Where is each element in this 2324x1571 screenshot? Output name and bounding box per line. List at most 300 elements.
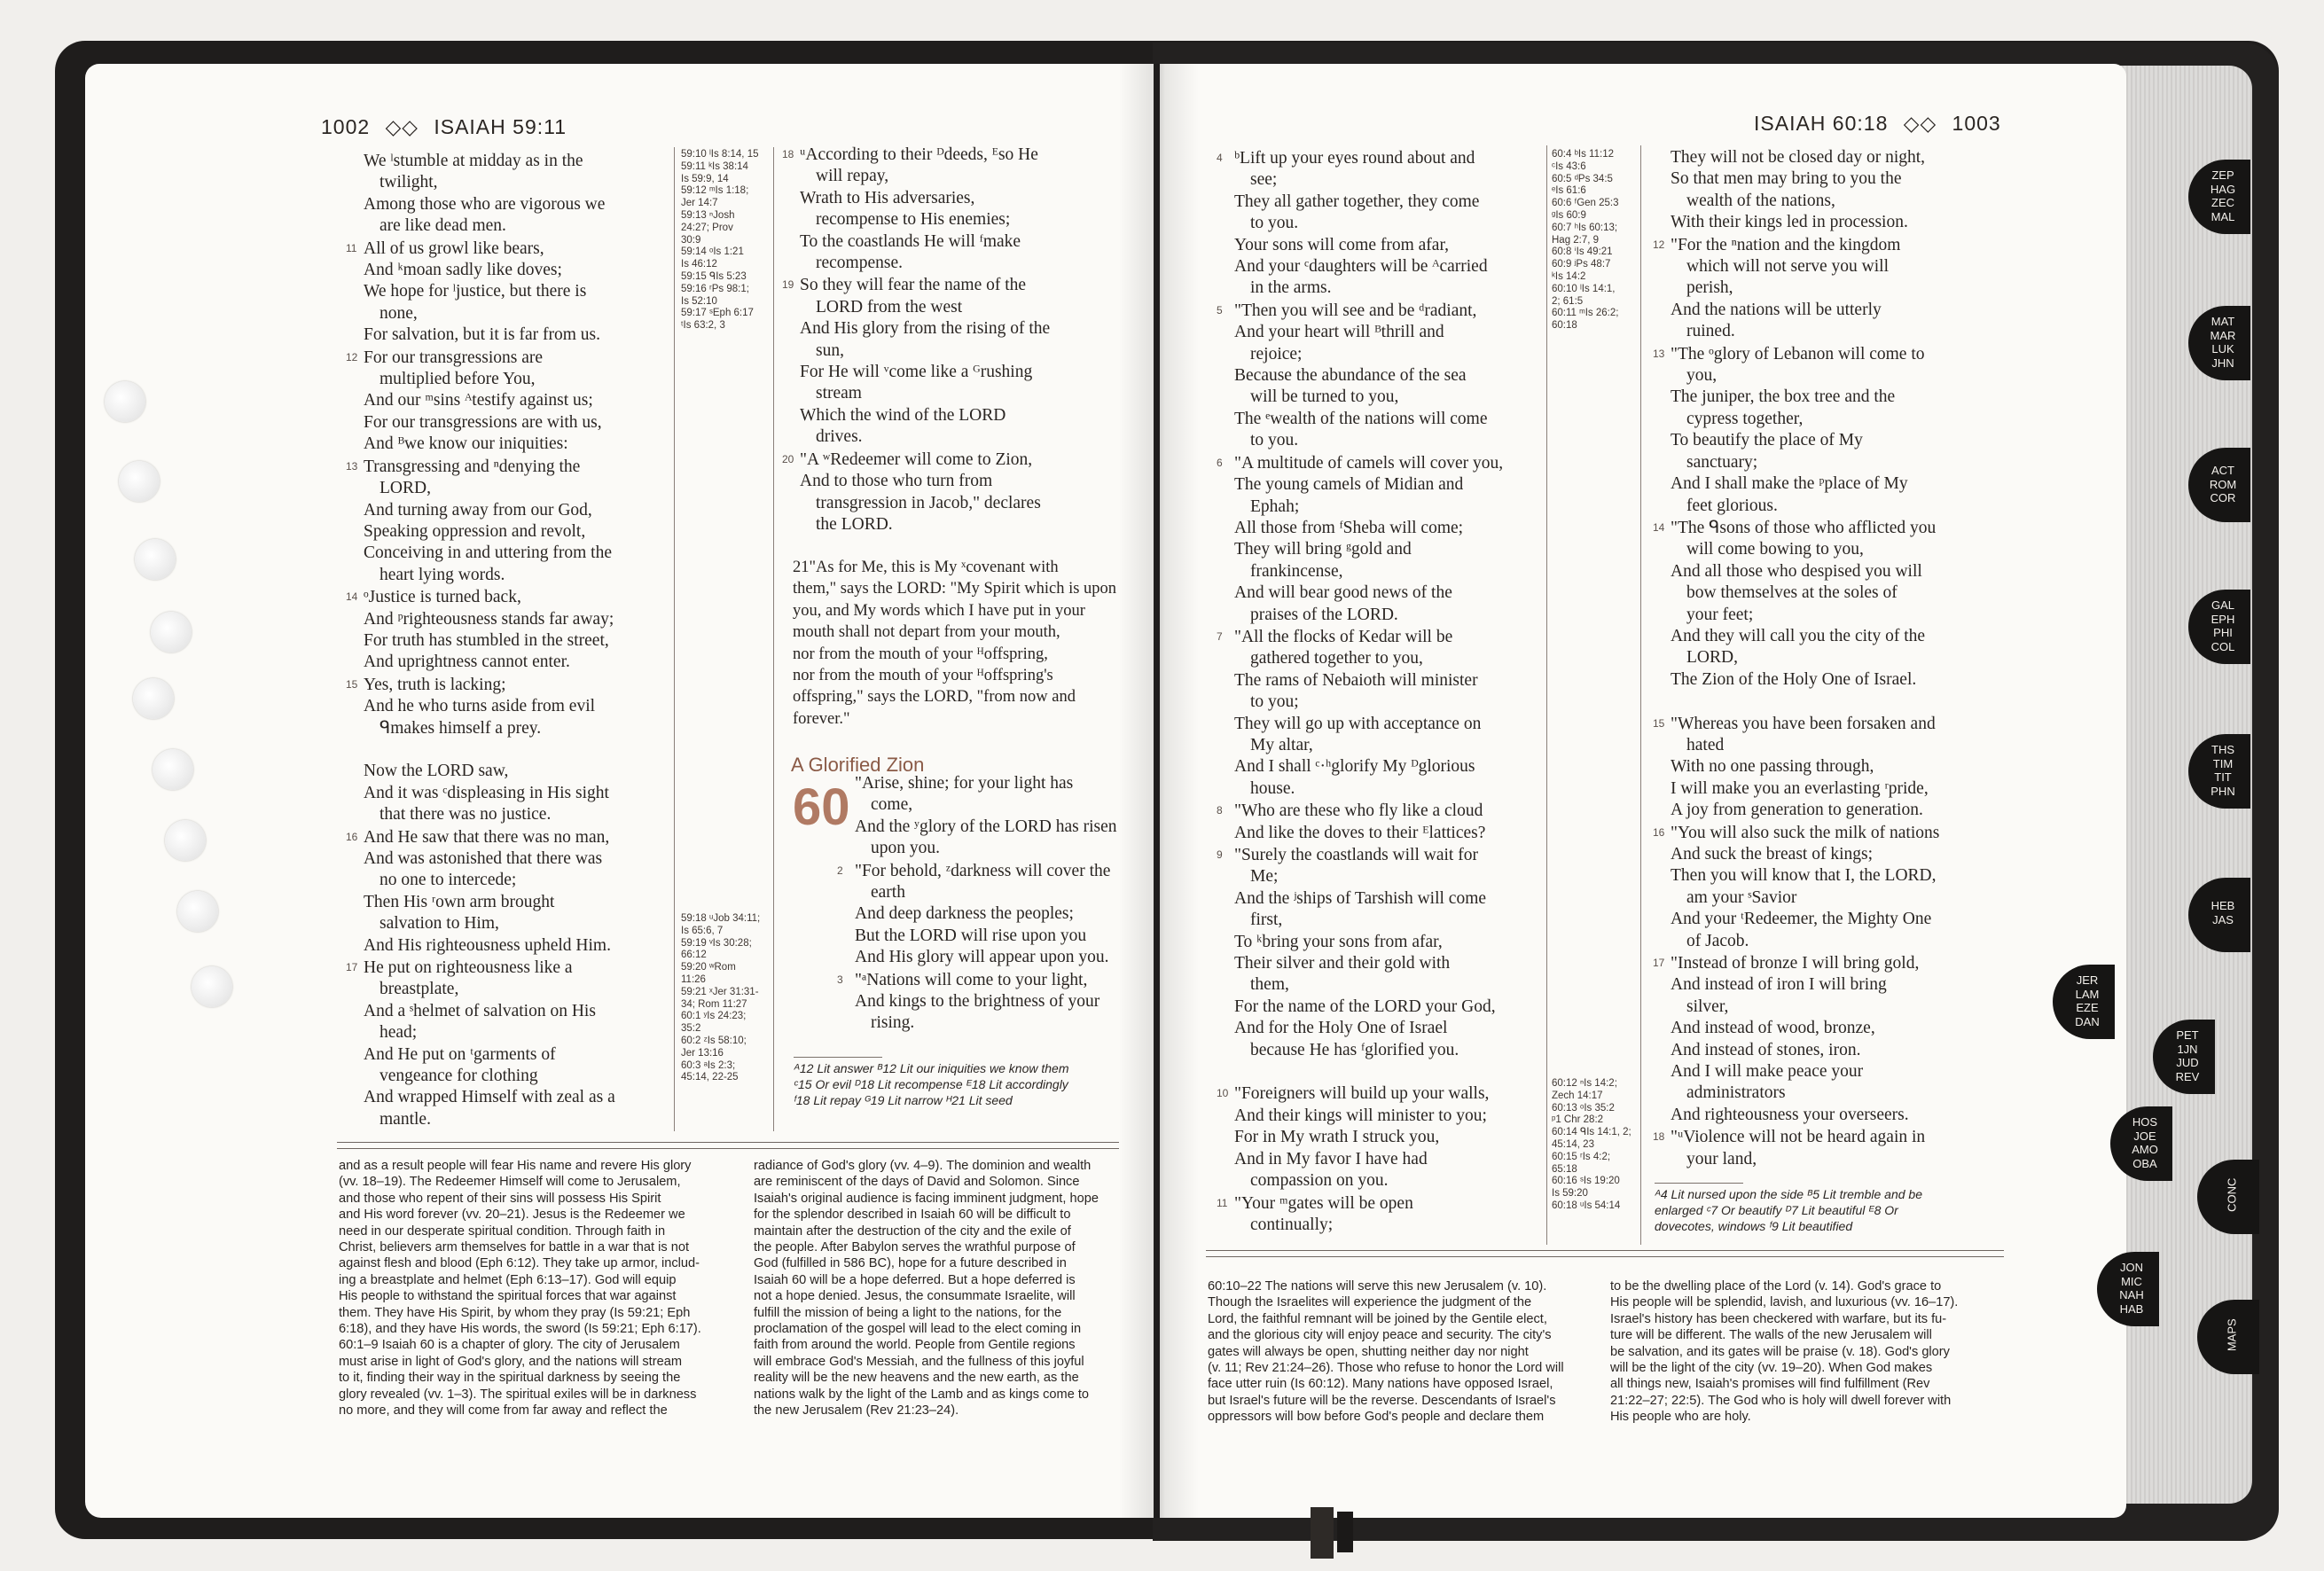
verse-text: recompense to His enemies;: [816, 210, 1011, 230]
verse-line: [346, 652, 615, 673]
verse-text: And they will call you the city of the: [1671, 626, 1926, 645]
verse-text: And in My favor I have had: [1234, 1149, 1428, 1168]
thumb-tab-mat[interactable]: [2188, 306, 2250, 380]
verse-line: [1653, 778, 1939, 800]
verse-number: 9: [1217, 848, 1223, 861]
study-note-line: proclamation of the gospel will lead to the elect coming in: [754, 1322, 1082, 1337]
study-note-line: Lord, the faithful remnant will be joined by the Gentile elect,: [1208, 1311, 1547, 1326]
verse-text: And He saw that there was no man,: [364, 827, 610, 847]
verse-line: [346, 826, 615, 848]
thumb-tab-label: ZEP: [2211, 168, 2234, 182]
verse-text: "ᵘViolence will not be heard again in: [1671, 1128, 1926, 1147]
thumb-cutout: [177, 891, 218, 932]
verse-text: The juniper, the box tree and the: [1671, 387, 1896, 407]
verse-line: [1217, 910, 1503, 931]
verse-number: 17: [1653, 957, 1665, 970]
verse-number: 4: [1217, 152, 1223, 164]
verse-line: [1217, 888, 1503, 910]
footnote-rule: [794, 1057, 882, 1058]
cross-reference: 59:21 ˣJer 31:31-: [681, 986, 759, 997]
verse-text: The rams of Nebaioth will minister: [1234, 670, 1478, 690]
verse-line: [1653, 1126, 1939, 1148]
cross-reference: 60:11 ᵐIs 26:2;: [1552, 308, 1619, 319]
verse-line: [346, 478, 615, 499]
column-rule: [773, 147, 774, 1131]
ribbon-marker-2[interactable]: [1337, 1512, 1353, 1552]
verse-text: All of us growl like bears,: [364, 238, 544, 258]
study-note-line: glory revealed (vv. 1–3). The spiritual exiles will be in darkness: [339, 1387, 697, 1402]
study-note-line: and as a result people will fear His name and revere His glory: [339, 1159, 692, 1173]
study-note-line: His people who are holy.: [1610, 1410, 1751, 1425]
thumb-tab-label: HAG: [2210, 182, 2236, 196]
cross-reference: 59:20 ʷRom: [681, 962, 736, 973]
verse-line: [346, 347, 615, 369]
verse-line: [1653, 168, 1939, 190]
verse-line: [1217, 714, 1503, 735]
verse-text: administrators: [1686, 1083, 1786, 1103]
verse-line: [1217, 800, 1503, 822]
verse-text: will be turned to you,: [1250, 387, 1399, 407]
study-note-line: Isaiah's original audience is facing imminent judgment, hope: [754, 1191, 1099, 1206]
verse-text: ᵇLift up your eyes round about and: [1234, 149, 1475, 168]
verse-line: [1653, 1018, 1939, 1039]
verse-text: And I shall make the ᵖplace of My: [1671, 474, 1908, 494]
study-note-line: reality will be the new heavens and the new earth, as the: [754, 1371, 1079, 1386]
verse-text: To beautify the place of My: [1671, 431, 1863, 450]
cross-reference: 60:10 ˡIs 14:1,: [1552, 283, 1616, 294]
verse-text: So they will fear the name of the: [800, 276, 1027, 295]
cross-reference: 60:13 ᵒIs 35:2: [1552, 1102, 1615, 1114]
verse-line: [1653, 1083, 1939, 1104]
verse-number: 18: [782, 148, 794, 160]
verse-text: "Then you will see and be ᵈradiant,: [1234, 301, 1477, 320]
verse-line: [1217, 496, 1503, 518]
study-note-line: against flesh and blood (Eph 6:12). They take up armor, includ-: [339, 1256, 700, 1271]
verse-line: [782, 209, 1050, 231]
verse-line: [346, 260, 615, 281]
verse-line: [1217, 169, 1503, 191]
cross-reference: 59:19 ᵛIs 30:28;: [681, 937, 752, 949]
verse-line: [1653, 822, 1939, 844]
verse-text: And was astonished that there was: [364, 849, 603, 868]
verse-text: And suck the breast of kings;: [1671, 845, 1874, 864]
study-note-line: need in our desperate spiritual condition. Through faith in: [339, 1223, 666, 1239]
cross-reference: 60:15 ʳIs 4:2;: [1552, 1151, 1611, 1162]
verse-line: [346, 215, 615, 237]
left-page-header: [321, 115, 567, 139]
verse-line: [346, 456, 615, 478]
verse-line: [346, 718, 615, 739]
study-note-line: Isaiah 60 will be a hope deferred. But a hope deferred is: [754, 1272, 1076, 1287]
thumb-tab-label: MAT: [2211, 315, 2235, 328]
verse-text: [1234, 1062, 1239, 1081]
scripture-column-2: [782, 144, 1050, 535]
verse-number: 18: [1653, 1130, 1665, 1144]
thumb-tab-zep[interactable]: [2188, 160, 2250, 234]
verse-text: And instead of iron I will bring: [1671, 975, 1887, 995]
verse-text: which will not serve you will: [1686, 257, 1890, 277]
verse-text: compassion on you.: [1250, 1171, 1389, 1191]
thumb-tab-label: JER: [2076, 973, 2099, 987]
verse-text: the LORD.: [816, 514, 893, 534]
verse-line: [837, 1012, 1117, 1034]
study-note-line: maintain after the destruction of the city and the exile of: [754, 1223, 1071, 1239]
chapter-60-text: [837, 773, 1117, 1035]
verse-text: "All the flocks of Kedar will be: [1234, 627, 1453, 646]
verse-line: [1653, 1149, 1939, 1170]
verse-line: [1217, 1149, 1503, 1170]
verse-line: [346, 390, 615, 411]
verse-text: feet glorious.: [1686, 496, 1778, 515]
thumb-cutout: [119, 461, 160, 502]
verse-line: [1653, 343, 1939, 365]
verse-line: [1653, 517, 1939, 539]
study-note-line: for the splendor described in Isaiah 60 will be difficult to: [754, 1208, 1071, 1223]
verse-line: [1217, 409, 1503, 430]
verse-text: Then His ʳown arm brought: [364, 892, 555, 911]
cross-reference: 60:14 ᑫIs 14:1, 2;: [1552, 1127, 1631, 1138]
verse-text: perish,: [1686, 278, 1733, 298]
verse-text: Yes, truth is lacking;: [364, 675, 506, 694]
verse-line: [837, 903, 1117, 925]
cross-reference: 60:9 ʲPs 48:7: [1552, 259, 1611, 270]
verse-text: They will not be closed day or night,: [1671, 148, 1926, 167]
cross-reference: 60:1 ʸIs 24:23;: [681, 1011, 747, 1022]
verse-line: [837, 817, 1117, 838]
verse-text: And His glory will appear upon you.: [855, 948, 1109, 967]
verse-line: [1653, 1040, 1939, 1061]
cross-reference: ᵖ1 Chr 28:2: [1552, 1114, 1604, 1126]
verse-line: [1653, 647, 1939, 668]
verse-line: [346, 500, 615, 521]
thumb-cutout: [133, 678, 174, 719]
verse-text: breastplate,: [380, 980, 459, 999]
header-separator: ◇◇: [1903, 112, 1937, 135]
verse-line: forever.": [793, 709, 850, 728]
study-note-line: Christ, believers arm themselves for battle in a war that is not: [339, 1240, 690, 1255]
verse-text: To the coastlands He will ᶠmake: [800, 231, 1021, 251]
cross-reference: ᶜIs 43:6: [1552, 160, 1586, 172]
verse-line: [1217, 735, 1503, 756]
verse-text: And uprightness cannot enter.: [364, 653, 570, 672]
thumb-tab-jer[interactable]: [2053, 965, 2115, 1039]
thumb-tab-label: PHI: [2213, 626, 2233, 639]
study-note-line: God (fulfilled in 586 BC), hope for a future described in: [754, 1256, 1067, 1271]
verse-text: Among those who are vigorous we: [364, 194, 606, 214]
verse-text: For truth has stumbled in the street,: [364, 630, 609, 650]
verse-text: ᵘAccording to their ᴰdeeds, ᴱso He: [800, 145, 1038, 164]
verse-line: [346, 739, 615, 761]
verse-line: [346, 543, 615, 564]
verse-line: [1653, 605, 1939, 626]
cross-reference: 60:3 ᵃIs 2:3;: [681, 1059, 736, 1071]
verse-text: Speaking oppression and revolt,: [364, 521, 586, 541]
study-note-line: must arise in light of God's glory, and the nations will stream: [339, 1354, 682, 1369]
verse-line: [1653, 909, 1939, 930]
verse-number: 12: [346, 350, 358, 363]
thumb-tab-label: EZE: [2076, 1001, 2099, 1014]
verse-line: [1217, 1040, 1503, 1061]
verse-text: The Zion of the Holy One of Israel.: [1671, 669, 1917, 689]
verse-line: [1217, 1061, 1503, 1083]
verse-line: [346, 434, 615, 455]
study-note-line: Though the Israelites will experience the judgment of the: [1208, 1295, 1532, 1310]
cross-reference: 11:26: [681, 973, 706, 985]
verse-text: For our transgressions are: [364, 348, 543, 367]
verse-line: [1653, 277, 1939, 299]
thumb-tab-label: EPH: [2211, 612, 2235, 626]
cross-reference: 60:18 ᵘIs 54:14: [1552, 1200, 1621, 1211]
study-note-line: 21:22–27; 22:5). The God who is holy will dwell forever with: [1610, 1393, 1952, 1408]
verse-text: your land,: [1686, 1149, 1757, 1168]
cross-reference: 59:14 ᵒIs 1:21: [681, 246, 744, 258]
verse-text: And ᵏmoan sadly like doves;: [364, 261, 562, 280]
verse-text: LORD,: [1686, 648, 1738, 668]
study-note-line: and His word forever (vv. 20–21). Jesus is the Redeemer we: [339, 1208, 685, 1223]
verse-number: 15: [346, 677, 358, 691]
verse-line: [1217, 539, 1503, 560]
verse-line: [1653, 887, 1939, 909]
verse-text: And instead of stones, iron.: [1671, 1040, 1861, 1059]
verse-text: And will bear good news of the: [1234, 583, 1452, 603]
verse-number: 15: [1653, 716, 1665, 730]
verse-line: [1217, 626, 1503, 648]
verse-line: them," says the LORD: "My Spirit which is upon: [793, 580, 1117, 598]
cross-reference: 60:18: [1552, 320, 1577, 332]
study-note-line: will be the light of the city (vv. 19–20). When God makes: [1610, 1361, 1933, 1376]
cross-reference: Jer 14:7: [681, 198, 718, 209]
verse-line: [1217, 322, 1503, 343]
study-note-line: the new Jerusalem (Rev 21:23–24).: [754, 1403, 959, 1419]
verse-text: And your heart will ᴮthrill and: [1234, 323, 1444, 342]
study-note-line: will embrace God's Messiah, and the fullness of this joyful: [754, 1354, 1084, 1369]
study-note-line: and those who repent of their sins will possess His Spirit: [339, 1191, 661, 1206]
cross-reference: ᵍIs 60:9: [1552, 209, 1586, 221]
study-note-line: ing a breastplate and helmet (Eph 6:13–17). God will equip: [339, 1272, 677, 1287]
cross-reference: 2; 61:5: [1552, 295, 1584, 307]
verse-text: And your ᶜdaughters will be ᴬcarried: [1234, 257, 1488, 277]
cross-reference: Is 52:10: [681, 295, 717, 307]
verse-line: [1653, 409, 1939, 430]
verse-text: see;: [1250, 170, 1278, 190]
verse-line: [1653, 147, 1939, 168]
verse-text: recompense.: [816, 254, 903, 273]
verse-line: [1653, 473, 1939, 495]
verse-line: [782, 274, 1050, 296]
verse-text: Wrath to His adversaries,: [800, 188, 975, 207]
verse-text: drives.: [816, 427, 863, 447]
verse-line: [346, 870, 615, 891]
verse-line: [1217, 430, 1503, 451]
thumb-tab-jon[interactable]: [2097, 1252, 2159, 1326]
verse-line: [1653, 539, 1939, 560]
verse-text: "Whereas you have been forsaken and: [1671, 714, 1936, 733]
cross-reference: Is 65:6, 7: [681, 925, 724, 936]
verse-line: nor from the mouth of your ᴴoffspring,: [793, 645, 1048, 663]
cross-reference: Is 46:12: [681, 259, 717, 270]
verse-text: The young camels of Midian and: [1234, 475, 1464, 495]
verse-text: come,: [871, 795, 913, 815]
verse-line: [1217, 844, 1503, 866]
verse-text: LORD,: [380, 479, 431, 498]
verse-text: twilight,: [380, 173, 438, 192]
verse-line: [782, 297, 1050, 318]
verse-line: [1217, 365, 1503, 387]
thumb-tab-pet[interactable]: [2153, 1020, 2215, 1094]
thumb-tab-label: LAM: [2075, 987, 2100, 1001]
thumb-tab-label: CONC: [2225, 1177, 2239, 1212]
cross-reference: 60:5 ᵈPs 34:5: [1552, 173, 1613, 184]
verse-number: 3: [837, 973, 843, 986]
verse-line: [346, 369, 615, 390]
verse-text: sanctuary;: [1686, 452, 1758, 472]
cross-reference: 34; Rom 11:27: [681, 998, 747, 1010]
thumb-tab-label: HEB: [2211, 899, 2235, 912]
thumb-tab-label: HAB: [2119, 1301, 2144, 1316]
verse-number: 19: [782, 278, 794, 292]
verse-text: Now the LORD saw,: [364, 762, 509, 781]
verse-text: And like the doves to their ᴱlattices?: [1234, 823, 1486, 842]
verse-text: For our transgressions are with us,: [364, 412, 602, 432]
thumb-tab-label: THS: [2211, 743, 2234, 756]
verse-text: With their kings led in procession.: [1671, 213, 1908, 232]
verse-text: And righteousness your overseers.: [1671, 1105, 1909, 1124]
cross-reference: ᵉIs 61:6: [1552, 185, 1586, 197]
verse-text: you,: [1686, 366, 1718, 386]
verse-text: To ᵏbring your sons from afar,: [1234, 932, 1443, 951]
cross-reference: 60:12 ⁿIs 14:2;: [1552, 1078, 1617, 1089]
verse-line: [1653, 669, 1939, 691]
verse-line: [1217, 300, 1503, 322]
study-notes-column-2: [754, 1158, 1099, 1419]
verse-line: [1217, 1215, 1503, 1236]
verse-line: [346, 783, 615, 804]
verse-text: I will make you an everlasting ʳpride,: [1671, 778, 1929, 798]
verse-text: house.: [1250, 778, 1295, 798]
verse-line: [1653, 256, 1939, 277]
thumb-tab-label: MIC: [2121, 1274, 2142, 1288]
thumb-tab-label: PET: [2176, 1028, 2199, 1042]
cross-reference: 59:15 ᑫIs 5:23: [681, 270, 747, 282]
footnote-line: ᴬ4 Lit nursed upon the side ᴮ5 Lit tremble and be: [1655, 1187, 1922, 1201]
verse-text: hated: [1686, 735, 1725, 754]
thumb-tab-gal[interactable]: [2188, 590, 2250, 664]
verse-line: [1653, 952, 1939, 974]
verse-text: "A multitude of camels will cover you,: [1234, 453, 1504, 473]
verse-line: [1653, 496, 1939, 517]
thumb-tab-label: MAPS: [2225, 1318, 2239, 1352]
verse-text: [1671, 692, 1675, 710]
verse-text: rejoice;: [1250, 344, 1303, 363]
cross-reference: 66:12: [681, 950, 707, 961]
thumb-tab-hos[interactable]: [2110, 1106, 2172, 1181]
verse-line: [782, 514, 1050, 535]
thumb-tab-label: TIT: [2214, 770, 2232, 784]
verse-text: "For the ⁿnation and the kingdom: [1671, 235, 1901, 254]
verse-line: [346, 1109, 615, 1130]
study-note-line: nations walk by the light of the Lamb and as kings come to: [754, 1387, 1090, 1402]
verse-number: 2: [837, 864, 843, 877]
verse-line: [1217, 648, 1503, 669]
verse-text: vengeance for clothing: [380, 1067, 538, 1086]
verse-text: And to those who turn from: [800, 472, 993, 491]
verse-text: "The ᵒglory of Lebanon will come to: [1671, 344, 1925, 363]
cross-reference: 30:9: [681, 234, 701, 246]
verse-text: They all gather together, they come: [1234, 191, 1480, 211]
study-note-line: face utter ruin (Is 60:12). Many nations have opposed Israel,: [1208, 1377, 1553, 1392]
verse-line: [346, 1044, 615, 1066]
footnote-line: ᶜ15 Or evil ᴰ18 Lit recompense ᴱ18 Lit accordingly: [794, 1077, 1068, 1091]
verse-line: [782, 383, 1050, 404]
verse-line: [782, 318, 1050, 340]
footnotes: [794, 1060, 1069, 1108]
cross-references-top: [681, 149, 759, 332]
study-note-line: 60:10–22 The nations will serve this new Jerusalem (v. 10).: [1208, 1279, 1547, 1294]
verse-number: 7: [1217, 629, 1223, 643]
thumb-tab-label: JAS: [2212, 912, 2234, 926]
verse-text: silver,: [1686, 997, 1729, 1016]
verse-line: [1217, 953, 1503, 974]
study-note-line: gates will always be open, shutting neither day nor night: [1208, 1344, 1529, 1359]
thumb-tab-ths[interactable]: [2188, 734, 2250, 809]
verse-text: are like dead men.: [380, 216, 506, 236]
cross-references-top: [1552, 149, 1619, 332]
verse-text: And ᴮwe know our iniquities:: [364, 434, 568, 454]
thumb-tab-label: COL: [2211, 639, 2235, 653]
verse-line: [1653, 582, 1939, 604]
verse-text: will repay,: [816, 167, 889, 186]
study-note-line: to it, finding their way in the spiritual darkness by seeing the: [339, 1371, 681, 1386]
verse-line: [1217, 823, 1503, 844]
verse-number: 20: [782, 452, 794, 465]
verse-text: For in My wrath I struck you,: [1234, 1128, 1440, 1147]
thumb-tab-label: OBA: [2132, 1156, 2157, 1170]
verse-number: 13: [346, 459, 358, 473]
thumb-tab-label: JON: [2120, 1261, 2143, 1274]
verse-line: [346, 1087, 615, 1108]
study-note-line: ture will be different. The walls of the new Jerusalem will: [1610, 1328, 1932, 1343]
study-note-line: His people will be splendid, lavish, and luxurious (vv. 16–17).: [1610, 1295, 1959, 1310]
verse-line: [782, 493, 1050, 514]
thumb-cutout: [151, 612, 192, 653]
verse-line: [346, 957, 615, 979]
verse-line: nor from the mouth of your ᴴoffspring's: [793, 667, 1053, 685]
verse-line: [1217, 1170, 1503, 1192]
verse-text: And His righteousness upheld Him.: [364, 935, 611, 955]
study-notes-column-1: [339, 1158, 701, 1419]
study-note-line: them. They have His Spirit, by whom they pray (Is 59:21; Eph: [339, 1305, 691, 1320]
verse-line: [782, 449, 1050, 471]
cross-references-bottom: [1552, 1078, 1631, 1213]
verse-line: [346, 935, 615, 957]
thumb-tab-label: JOE: [2133, 1129, 2156, 1143]
verse-text: earth: [871, 883, 905, 903]
column-rule: [674, 147, 675, 1131]
verse-line: [346, 1001, 615, 1022]
verse-text: to you;: [1250, 692, 1299, 712]
verse-text: Ephah;: [1250, 496, 1300, 516]
verse-line: [346, 979, 615, 1000]
ribbon-marker[interactable]: [1311, 1507, 1334, 1559]
cross-reference: 60:6 ᶠGen 25:3: [1552, 198, 1619, 209]
verse-text: multiplied before You,: [380, 370, 536, 389]
thumb-tab-label: COR: [2210, 491, 2236, 504]
study-note-line: 60:1–9 Isaiah 60 is a chapter of glory. The city of Jerusalem: [339, 1338, 680, 1353]
study-note-line: the people. After Babylon serves the wrathful purpose of: [754, 1240, 1076, 1255]
cross-reference: Is 59:9, 14: [681, 173, 729, 184]
verse-text: For the name of the LORD your God,: [1234, 997, 1496, 1016]
verse-line: [782, 362, 1050, 383]
